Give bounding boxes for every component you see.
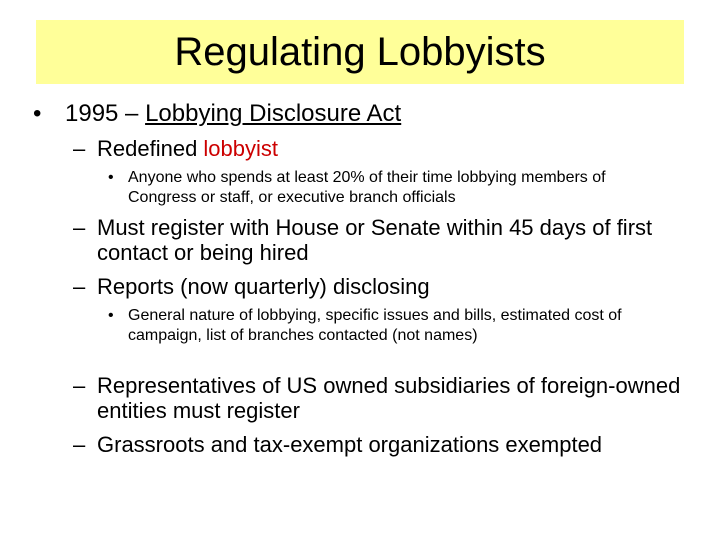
dash-marker: –: [73, 215, 86, 240]
sub-bullet-must-register: [73, 215, 698, 265]
sub-bullet-text: Grassroots and tax-exempt organizations exempted: [97, 432, 603, 457]
sub-bullet-redefined-lobbyist: [73, 136, 698, 161]
dash-marker: –: [73, 432, 86, 457]
sub-bullet-foreign-owned-subsidiaries: [73, 373, 698, 423]
bullet-marker: •: [108, 307, 114, 324]
sub-bullet-prefix: Redefined: [97, 136, 204, 161]
sub-bullet-reports: [73, 274, 698, 299]
slide-title: Regulating Lobbyists: [174, 30, 546, 74]
bullet-lobbying-disclosure-act: [33, 99, 693, 129]
dash-marker: –: [73, 373, 86, 398]
detail-bullet-lobbyist-definition: [108, 168, 668, 208]
title-bar: [36, 20, 684, 84]
detail-bullet-report-contents: [108, 306, 668, 346]
sub-bullet-text: [97, 136, 698, 161]
lobbyist-term: lobbyist: [203, 136, 279, 161]
detail-bullet-text: Anyone who spends at least 20% of their time lobbying members of Congress or staff, or executive branch officials: [128, 169, 606, 206]
act-link[interactable]: Lobbying Disclosure Act: [145, 100, 402, 127]
sub-bullet-text: Reports (now quarterly) disclosing: [97, 274, 430, 299]
bullet-text: [65, 99, 693, 129]
detail-bullet-text: General nature of lobbying, specific issues and bills, estimated cost of campaign, list of branches contacted (not names): [128, 307, 622, 344]
dash-marker: –: [73, 136, 86, 161]
bullet-prefix: 1995 –: [65, 100, 146, 127]
dash-marker: –: [73, 274, 86, 299]
sub-bullet-text: Must register with House or Senate within 45 days of first contact or being hired: [97, 215, 653, 265]
sub-bullet-grassroots-exempted: [73, 432, 698, 457]
sub-bullet-text: Representatives of US owned subsidiaries of foreign-owned entities must register: [97, 373, 681, 423]
bullet-marker: •: [33, 100, 42, 127]
bullet-marker: •: [108, 169, 114, 186]
